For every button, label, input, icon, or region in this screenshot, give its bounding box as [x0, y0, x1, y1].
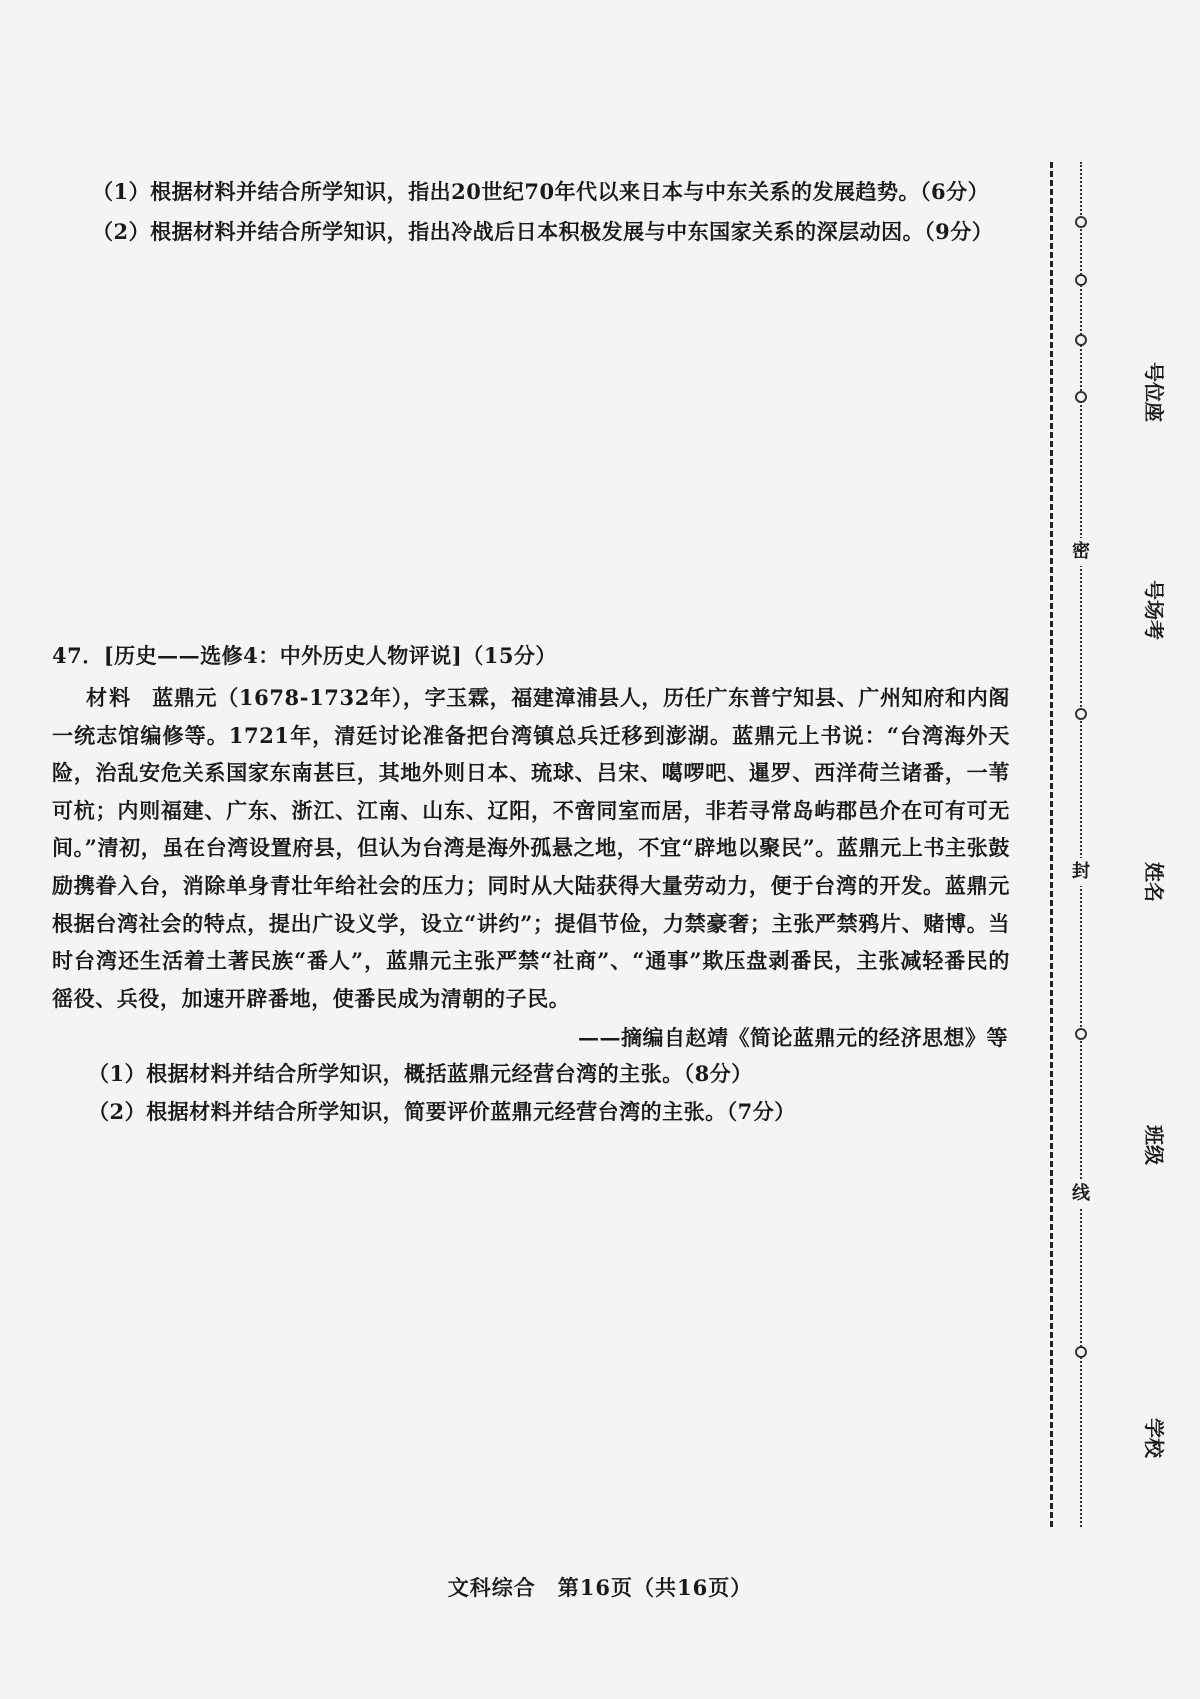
question-47-part-1: （1）根据材料并结合所学知识，概括蓝鼎元经营台湾的主张。（8分）: [88, 1061, 753, 1086]
seal-char-feng: 封: [1067, 858, 1095, 886]
margin-ring: [1075, 216, 1087, 228]
material-paragraph: [52, 679, 1010, 1017]
question-part-2: （2）根据材料并结合所学知识，指出冷战后日本积极发展与中东国家关系的深层动因。（9分）: [92, 219, 994, 244]
material-label: 材料: [86, 685, 133, 710]
seal-dotted-line: [1080, 162, 1082, 1527]
seal-dashed-line: [1050, 162, 1053, 1527]
seal-char-mi: 密: [1067, 538, 1095, 566]
question-part-1: （1）根据材料并结合所学知识，指出20世纪70年代以来日本与中东关系的发展趋势。（6分）: [92, 179, 990, 204]
material-source: ——摘编自赵靖《简论蓝鼎元的经济思想》等: [578, 1025, 1008, 1050]
seal-char-xian: 线: [1067, 1180, 1095, 1208]
margin-ring: [1075, 274, 1087, 286]
margin-ring: [1075, 391, 1087, 403]
edge-label-name: 姓名: [1142, 862, 1166, 902]
margin-ring: [1075, 708, 1087, 720]
margin-ring: [1075, 334, 1087, 346]
page-footer: 文科综合 第16页（共16页）: [447, 1575, 753, 1600]
edge-label-school: 学校: [1142, 1418, 1166, 1458]
margin-ring: [1075, 1346, 1087, 1358]
edge-label-seat: 号位座: [1142, 362, 1166, 422]
material-text: 蓝鼎元（1678-1732年），字玉霖，福建漳浦县人，历任广东普宁知县、广州知府和内阁一统志馆编修等。1721年，清廷讨论准备把台湾镇总兵迁移到澎湖。蓝鼎元上书说：“台湾海外天险，治乱安危关系国家东南甚巨，其地外则日本、琉球、吕宋、噶啰吧、暹罗、西洋荷兰诸番，一苇可杭；内则福建、广东、浙江、江南、山东、辽阳，不啻同室而居，非若寻常岛屿郡邑介在可有可无间。”清初，虽在台湾设置府县，但认为台湾是海外孤悬之地，不宜“辟地以聚民”。蓝鼎元上书主张鼓励携眷入台，消除单身青壮年给社会的压力；同时从大陆获得大量劳动力，便于台湾的开发。蓝鼎元根据台湾社会的特点，提出广设义学，设立“讲约”；提倡节俭，力禁豪奢；主张严禁鸦片、赌博。当时台湾还生活着土著民族“番人”，蓝鼎元主张严禁“社商”、“通事”欺压盘剥番民，主张减轻番民的徭役、兵役，加速开辟番地，使番民成为清朝的子民。: [52, 685, 1010, 1011]
question-47-title: 47．[历史——选修4：中外历史人物评说]（15分）: [52, 643, 557, 668]
edge-label-class: 班级: [1142, 1125, 1166, 1165]
margin-ring: [1075, 1028, 1087, 1040]
question-47-part-2: （2）根据材料并结合所学知识，简要评价蓝鼎元经营台湾的主张。（7分）: [88, 1099, 796, 1124]
edge-label-exam-room: 号场考: [1142, 580, 1166, 640]
